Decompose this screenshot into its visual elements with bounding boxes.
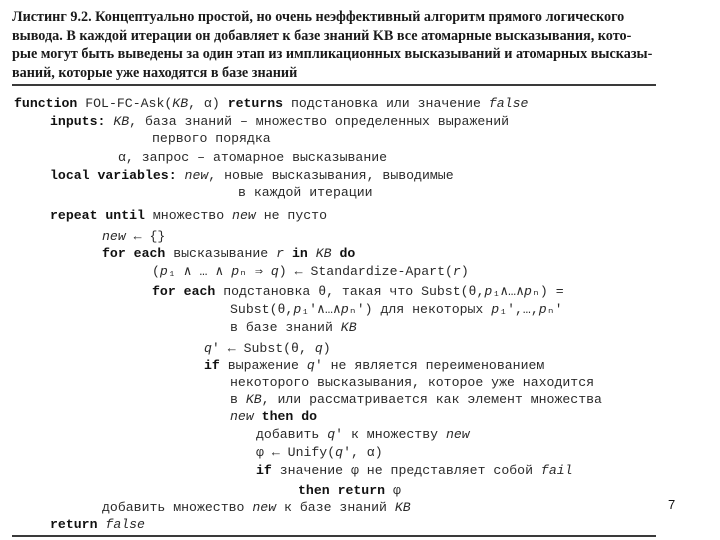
- code-line-for-each-theta: for each подстановка θ, такая что Subst(θ,p₁∧…∧pₙ) =: [152, 284, 564, 299]
- code-line-repeat: repeat until множество new не пусто: [50, 208, 328, 223]
- code-line-then-return: then return φ: [298, 483, 401, 498]
- bottom-rule: [12, 535, 656, 537]
- code-line-standardize: (p₁ ∧ … ∧ pₙ ⇒ q) ← Standardize-Apart(r): [152, 264, 469, 279]
- code-line-add-q: добавить q' к множеству new: [256, 427, 470, 442]
- code-line-alpha: α, запрос – атомарное высказывание: [118, 150, 388, 165]
- code-line-inputs: inputs: KB, база знаний – множество определенных выражений: [50, 114, 510, 129]
- code-line-subst: Subst(θ,p₁'∧…∧pₙ') для некоторых p₁',…,pₙ': [230, 302, 563, 317]
- code-line-inputs-cont: первого порядка: [152, 131, 271, 146]
- code-line-if-cont-2: в KB, или рассматривается как элемент множества: [230, 392, 602, 407]
- listing-caption: [12, 8, 652, 82]
- code-line-local-vars: local variables: new, новые высказывания, выводимые: [50, 168, 454, 183]
- code-line-if-fail: if значение φ не представляет собой fail: [256, 463, 573, 478]
- caption-line: ваний, которые уже находятся в базе знаний: [12, 64, 298, 81]
- code-line-local-vars-cont: в каждой итерации: [238, 185, 373, 200]
- code-line-if-rename: if выражение q' не является переименованием: [204, 358, 545, 373]
- code-line-unify: φ ← Unify(q', α): [256, 445, 383, 460]
- code-line-new-init: new ← {}: [102, 229, 166, 244]
- code-line-return-false: return false: [50, 517, 145, 532]
- top-rule: [12, 84, 656, 86]
- code-line-function: function FOL-FC-Ask(KB, α) returns подстановка или значение false: [14, 96, 529, 111]
- caption-line: Листинг 9.2. Концептуально простой, но очень неэффективный алгоритм прямого логического: [12, 9, 625, 25]
- code-line-if-cont-1: некоторого высказывания, которое уже находится: [230, 375, 595, 390]
- code-line-for-each-r: for each высказывание r in KB do: [102, 246, 356, 261]
- code-line-new-then-do: new then do: [230, 409, 318, 424]
- code-line-q-prime: q' ← Subst(θ, q): [204, 341, 331, 356]
- caption-line: вывода. В каждой итерации он добавляет к базе знаний KB все атомарные высказывания, кото-: [12, 27, 632, 44]
- page-number: 7: [668, 497, 676, 512]
- code-line-add-new: добавить множество new к базе знаний KB: [102, 500, 411, 515]
- code-line-in-kb: в базе знаний KB: [230, 320, 357, 335]
- caption-line: рые могут быть выведены за один этап из импликационных высказываний и атомарных высказы-: [12, 46, 652, 62]
